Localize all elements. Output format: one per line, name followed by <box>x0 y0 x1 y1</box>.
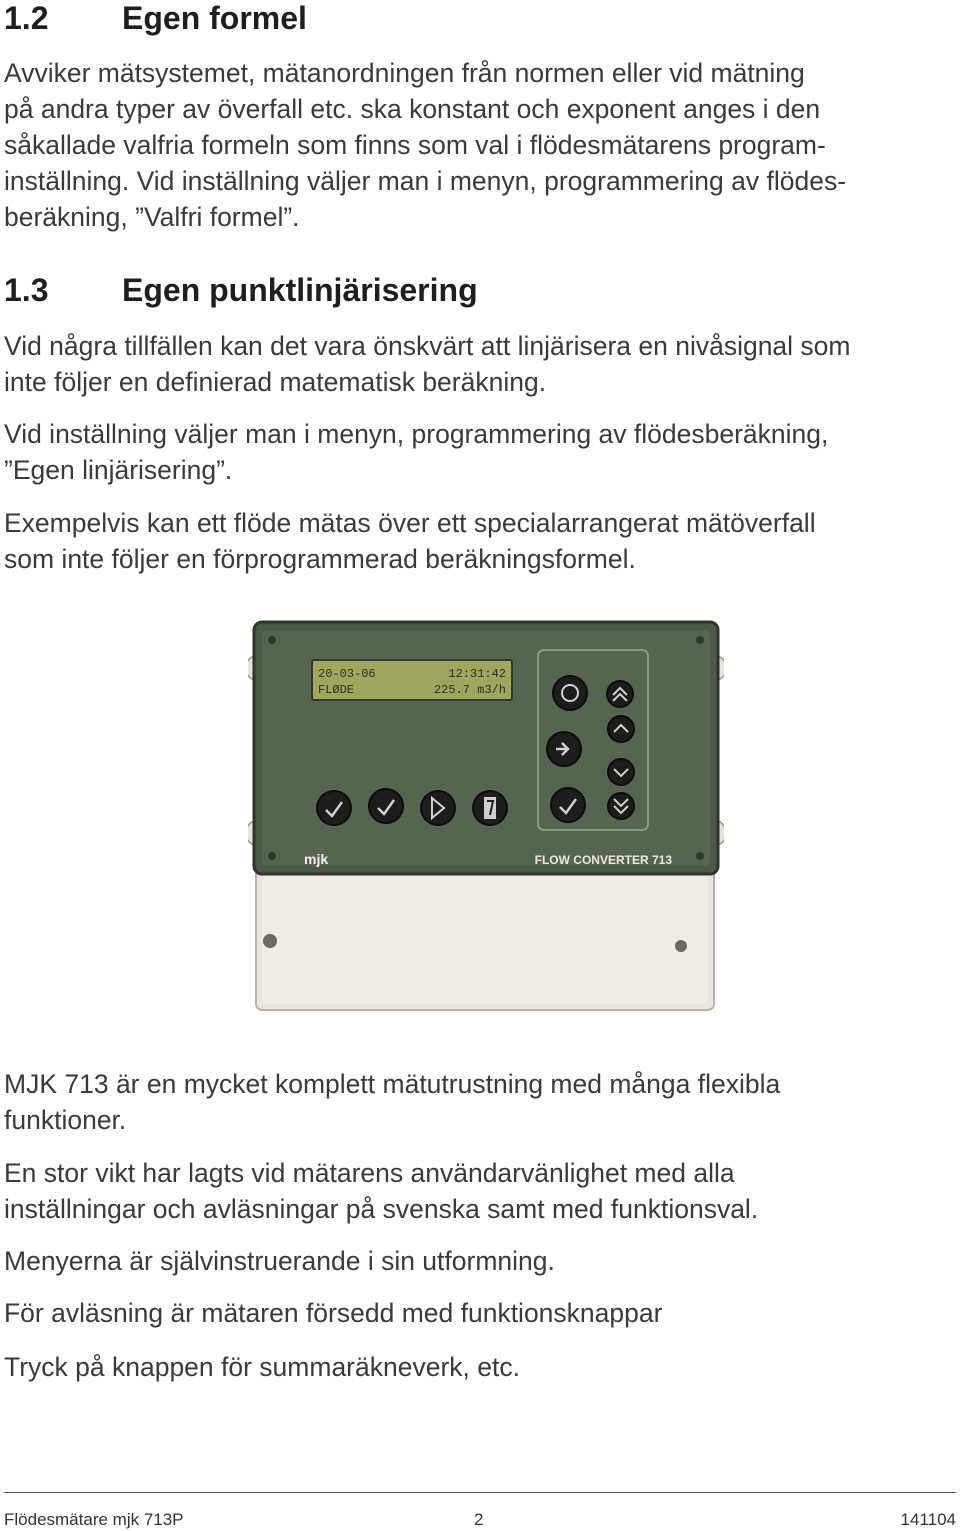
text-line: Vid några tillfällen kan det vara önskvärt att linjärisera en nivåsignal som <box>4 331 851 361</box>
footer-divider <box>4 1492 956 1493</box>
arrow-down-button[interactable] <box>608 759 634 785</box>
text-line: Menyerna är självinstruerande i sin utformning. <box>4 1246 555 1276</box>
text-line: MJK 713 är en mycket komplett mätutrustning med många flexibla <box>4 1069 781 1099</box>
section-title: Egen punktlinjärisering <box>122 272 478 308</box>
text-line: inställning. Vid inställning väljer man i menyn, programmering av flödes- <box>4 166 847 196</box>
text-line: En stor vikt har lagts vid mätarens användarvänlighet med alla <box>4 1158 735 1188</box>
screw-icon <box>675 940 687 952</box>
function-button-3[interactable] <box>421 791 455 825</box>
text-line: Exempelvis kan ett flöde mätas över ett specialarrangerat mätöverfall <box>4 508 816 538</box>
function-button-1[interactable] <box>317 791 351 825</box>
paragraph <box>4 328 960 400</box>
footer-code: 141104 <box>900 1510 956 1529</box>
lcd-line2-right: 225.7 m3/h <box>433 683 506 697</box>
paragraph <box>4 416 960 488</box>
page-up-button[interactable] <box>607 681 633 707</box>
paragraph <box>4 1349 960 1385</box>
lcd-line1-left: 20-03-06 <box>318 667 376 681</box>
paragraph <box>4 55 960 235</box>
screw-icon <box>268 852 276 860</box>
paragraph <box>4 1243 960 1279</box>
brand-logo: mjk <box>304 851 329 867</box>
menu-button[interactable] <box>553 676 587 710</box>
function-button-2[interactable] <box>369 789 403 823</box>
text-line: som inte följer en förprogrammerad beräkningsformel. <box>4 544 636 574</box>
text-line: beräkning, ”Valfri formel”. <box>4 202 300 232</box>
model-label: FLOW CONVERTER 713 <box>534 853 672 867</box>
text-line: Tryck på knappen för summaräkneverk, etc. <box>4 1352 520 1382</box>
text-line: funktioner. <box>4 1105 127 1135</box>
confirm-button[interactable] <box>551 788 585 822</box>
arrow-up-button[interactable] <box>608 716 634 742</box>
text-line: inte följer en definierad matematisk beräkning. <box>4 367 547 397</box>
text-line: För avläsning är mätaren försedd med funktionsknappar <box>4 1298 663 1328</box>
section-heading-1-2 <box>4 0 307 37</box>
page-number: 2 <box>474 1510 484 1529</box>
footer-title: Flödesmätare mjk 713P <box>4 1510 184 1529</box>
paragraph <box>4 1295 960 1331</box>
flow-converter-photo <box>248 618 724 1018</box>
section-title: Egen formel <box>122 0 307 36</box>
lower-housing-face <box>262 874 708 1004</box>
section-number: 1.3 <box>4 272 49 308</box>
screw-icon <box>268 636 276 644</box>
text-line: Vid inställning väljer man i menyn, programmering av flödesberäkning, <box>4 419 829 449</box>
text-line: Avviker mätsystemet, mätanordningen från normen eller vid mätning <box>4 58 805 88</box>
screw-icon <box>263 934 277 948</box>
page-down-button[interactable] <box>608 793 634 819</box>
paragraph <box>4 505 960 577</box>
screw-icon <box>696 636 704 644</box>
lcd-line1-right: 12:31:42 <box>448 667 506 681</box>
text-line: såkallade valfria formeln som finns som val i flödesmätarens program- <box>4 130 826 160</box>
lcd-line2-left: FLØDE <box>318 683 355 697</box>
section-heading-1-3 <box>4 272 478 309</box>
text-line: ”Egen linjärisering”. <box>4 455 233 485</box>
function-button-4[interactable] <box>473 791 507 825</box>
paragraph <box>4 1155 960 1227</box>
device-illustration <box>248 618 724 1018</box>
text-line: inställningar och avläsningar på svenska samt med funktionsval. <box>4 1194 759 1224</box>
screw-icon <box>696 852 704 860</box>
enter-button[interactable] <box>547 732 581 766</box>
section-number: 1.2 <box>4 0 49 36</box>
paragraph <box>4 1066 960 1138</box>
text-line: på andra typer av överfall etc. ska konstant och exponent anges i den <box>4 94 821 124</box>
